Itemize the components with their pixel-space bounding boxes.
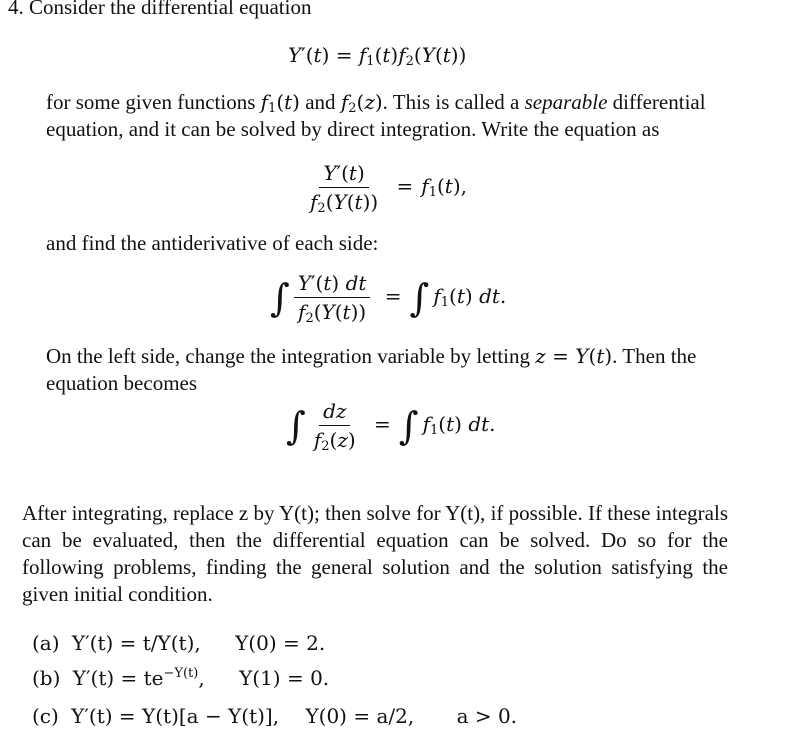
part-label: (b) bbox=[32, 666, 61, 690]
part-extra-condition: a > 0. bbox=[456, 704, 518, 728]
equation-main: $Y'(t) = f_1(t)f_2(Y(t))$ bbox=[288, 43, 467, 69]
intro-line-1: for some given functions $f_1(t)$ and $f_2(z)$. This is called a separable differential bbox=[46, 90, 706, 116]
integral-sign: ∫ bbox=[409, 275, 430, 320]
problem-heading-text: Consider the differential equation bbox=[29, 0, 312, 19]
integral-sign: ∫ bbox=[398, 403, 419, 448]
change-variable-line: On the left side, change the integration variable by letting z = Y(t). Then the bbox=[46, 344, 697, 368]
integral-sign: ∫ bbox=[270, 275, 290, 320]
equation-substituted: ∫ $\frac{dz}{f_2(z)}$ = ∫ $f_1(t)$ dt. bbox=[286, 399, 496, 454]
problem-heading bbox=[8, 0, 311, 20]
separable-emphasis: separable bbox=[524, 90, 608, 114]
part-equation: Y′(t) = Y(t)[a − Y(t)], bbox=[71, 704, 280, 728]
part-equation: Y′(t) = te bbox=[72, 666, 164, 690]
part-exponent: −Y(t) bbox=[163, 666, 199, 681]
integral-sign: ∫ bbox=[286, 403, 306, 448]
part-condition: Y(0) = 2. bbox=[235, 631, 326, 655]
part-condition: Y(0) = a/2, bbox=[305, 704, 415, 728]
part-condition: Y(1) = 0. bbox=[239, 666, 330, 690]
equation-fraction-form: $\frac{Y'(t)}{f_2(Y(t))}$ = $f_1(t)$, bbox=[310, 161, 468, 216]
part-equation: Y′(t) = t/Y(t), bbox=[71, 631, 201, 655]
antiderivative-text: and find the antiderivative of each side: bbox=[46, 231, 379, 255]
part-label: (a) bbox=[32, 631, 60, 655]
problem-number: 4. bbox=[8, 0, 24, 19]
part-c bbox=[32, 703, 517, 729]
intro-line-2: equation, and it can be solved by direct integration. Write the equation as bbox=[46, 117, 660, 141]
after-integrating-paragraph: After integrating, replace z by Y(t); then solve for Y(t), if possible. If these integrals can be evaluated, then the differential equation can be solved. Do so for the following problems, finding the general solution and the solution satisfying the given initial condition. bbox=[22, 501, 728, 606]
equation-integral-form: ∫ $\frac{Y'(t) dt}{f_2(Y(t))}$ = ∫ $f_1(t)$ dt. bbox=[270, 271, 507, 326]
part-a bbox=[32, 630, 325, 656]
equation-becomes: equation becomes bbox=[46, 371, 198, 395]
part-b: (b) $Y'(t) = te^{-Y(t)}$, Y(1) = 0. bbox=[32, 666, 330, 690]
part-label: (c) bbox=[32, 704, 59, 728]
